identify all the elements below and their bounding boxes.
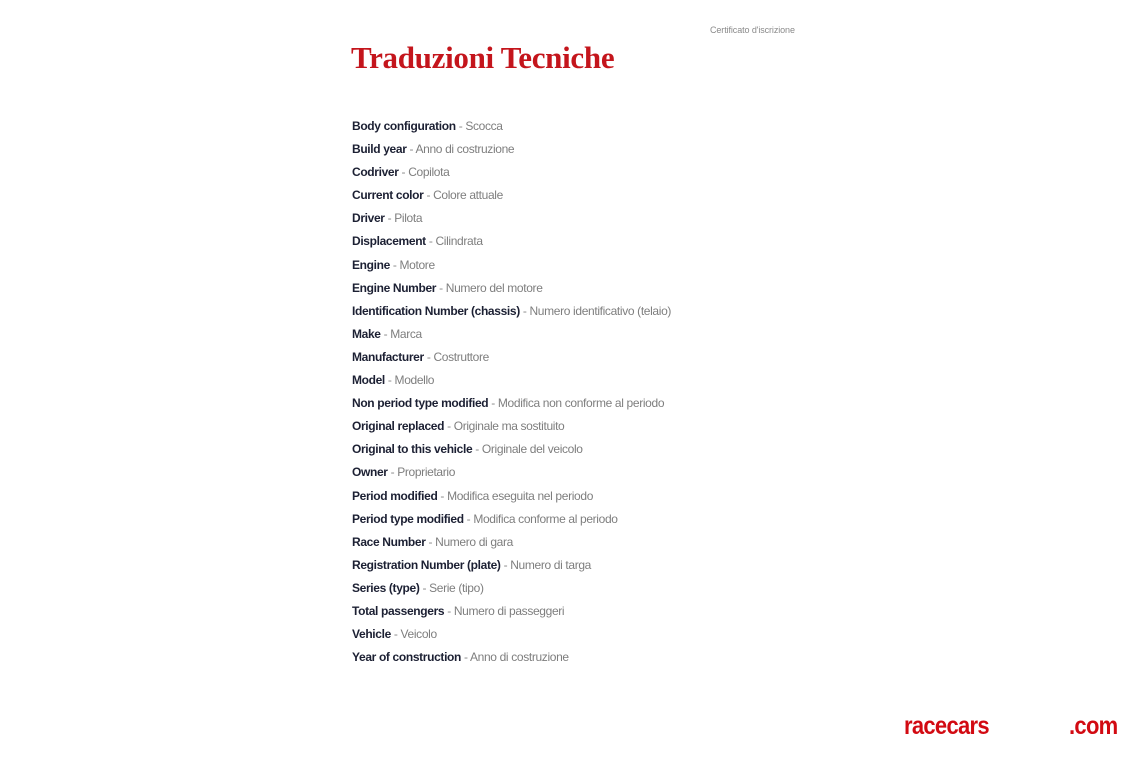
glossary-separator: -: [428, 234, 433, 249]
glossary-term: Vehicle: [352, 627, 391, 642]
glossary-translation: Proprietario: [397, 465, 456, 480]
glossary-translation: Numero di passeggeri: [453, 603, 565, 618]
glossary-item: [352, 138, 671, 161]
glossary-separator: -: [393, 627, 398, 642]
glossary-term: Series (type): [352, 580, 420, 595]
glossary-translation: Cilindrata: [435, 234, 483, 249]
glossary-separator: -: [439, 280, 443, 295]
glossary-item: [352, 277, 671, 300]
glossary-term: Identification Number (chassis): [352, 303, 520, 318]
glossary-item: [352, 600, 671, 623]
glossary-separator: -: [401, 165, 406, 180]
glossary-translation: Pilota: [394, 211, 423, 226]
glossary-item: [352, 369, 671, 392]
watermark-brand: racecars: [904, 712, 989, 740]
glossary-term: Codriver: [352, 165, 399, 180]
glossary-translation: Numero del motore: [445, 280, 543, 295]
glossary-separator: -: [475, 442, 479, 457]
glossary-translation: Anno di costruzione: [470, 650, 569, 665]
glossary-item: [352, 508, 671, 531]
glossary-item: [352, 230, 671, 253]
glossary-separator: -: [447, 603, 451, 618]
glossary-translation: Numero identificativo (telaio): [529, 303, 672, 318]
glossary-separator: -: [387, 373, 392, 388]
glossary-separator: -: [390, 465, 395, 480]
glossary-term: Body configuration: [352, 119, 456, 133]
glossary-translation: Modello: [394, 373, 435, 388]
glossary-item: [352, 415, 671, 438]
glossary-translation: Originale del veicolo: [481, 442, 583, 457]
glossary-item: [352, 115, 671, 138]
glossary-separator: -: [503, 557, 508, 572]
watermark-tld: .com: [1069, 712, 1118, 740]
glossary-item: [352, 323, 671, 346]
glossary-translation: Anno di costruzione: [415, 142, 515, 157]
glossary-translation: Costruttore: [433, 349, 489, 364]
glossary-item: [352, 577, 671, 600]
glossary-term: Period modified: [352, 488, 438, 503]
glossary-term: Engine Number: [352, 280, 437, 295]
glossary-item: [352, 461, 671, 484]
glossary-translation: Modifica conforme al periodo: [473, 511, 618, 526]
glossary-term: Race Number: [352, 534, 426, 549]
glossary-item: [352, 207, 671, 230]
glossary-term: Period type modified: [352, 511, 464, 526]
glossary-term: Original to this vehicle: [352, 442, 473, 457]
glossary-translation: Modifica non conforme al periodo: [497, 396, 665, 411]
glossary-translation: Motore: [399, 257, 435, 272]
glossary-translation: Modifica eseguita nel periodo: [447, 488, 594, 503]
glossary-separator: -: [383, 326, 388, 341]
glossary-item: [352, 438, 671, 461]
glossary-term: Model: [352, 373, 385, 388]
glossary-term: Engine: [352, 257, 390, 272]
glossary-separator: -: [387, 211, 392, 226]
glossary-term: Displacement: [352, 234, 426, 249]
glossary-term: Driver: [352, 211, 385, 226]
glossary-term: Original replaced: [352, 419, 445, 434]
glossary-term: Year of construction: [352, 650, 462, 665]
glossary-separator: -: [440, 488, 445, 503]
glossary-translation: Numero di targa: [510, 557, 591, 572]
glossary-term: Owner: [352, 465, 388, 480]
glossary-separator: -: [466, 511, 471, 526]
glossary-term: Non period type modified: [352, 396, 489, 411]
glossary-separator: -: [464, 650, 468, 665]
glossary-term: Total passengers: [352, 603, 445, 618]
glossary-item: [352, 161, 671, 184]
glossary-item: [352, 646, 671, 669]
glossary-translation: Veicolo: [400, 627, 437, 642]
glossary-separator: -: [447, 419, 451, 434]
glossary-separator: -: [428, 534, 433, 549]
glossary-separator: -: [458, 119, 463, 133]
glossary-translation: Originale ma sostituito: [453, 419, 565, 434]
glossary-translation: Numero di gara: [435, 534, 513, 549]
glossary-separator: -: [422, 580, 427, 595]
glossary-list: [352, 115, 671, 669]
glossary-translation: Scocca: [465, 119, 503, 133]
glossary-translation: Serie (tipo): [429, 580, 484, 595]
glossary-translation: Colore attuale: [433, 188, 503, 203]
glossary-separator: -: [426, 349, 431, 364]
glossary-item: [352, 531, 671, 554]
glossary-item: [352, 485, 671, 508]
glossary-separator: -: [491, 396, 495, 411]
glossary-separator: -: [426, 188, 431, 203]
glossary-translation: Copilota: [408, 165, 450, 180]
page-title: Traduzioni Tecniche: [351, 40, 615, 75]
glossary-item: [352, 623, 671, 646]
glossary-item: [352, 346, 671, 369]
glossary-item: [352, 554, 671, 577]
glossary-term: Registration Number (plate): [352, 557, 501, 572]
glossary-translation: Marca: [390, 326, 422, 341]
glossary-item: [352, 300, 671, 323]
glossary-term: Manufacturer: [352, 349, 424, 364]
glossary-term: Make: [352, 326, 381, 341]
glossary-item: [352, 254, 671, 277]
glossary-item: [352, 184, 671, 207]
glossary-separator: -: [409, 142, 414, 157]
glossary-term: Build year: [352, 142, 407, 157]
document-caption: Certificato d'iscrizione: [710, 25, 795, 35]
glossary-separator: -: [522, 303, 527, 318]
glossary-term: Current color: [352, 188, 424, 203]
glossary-item: [352, 392, 671, 415]
glossary-separator: -: [392, 257, 397, 272]
